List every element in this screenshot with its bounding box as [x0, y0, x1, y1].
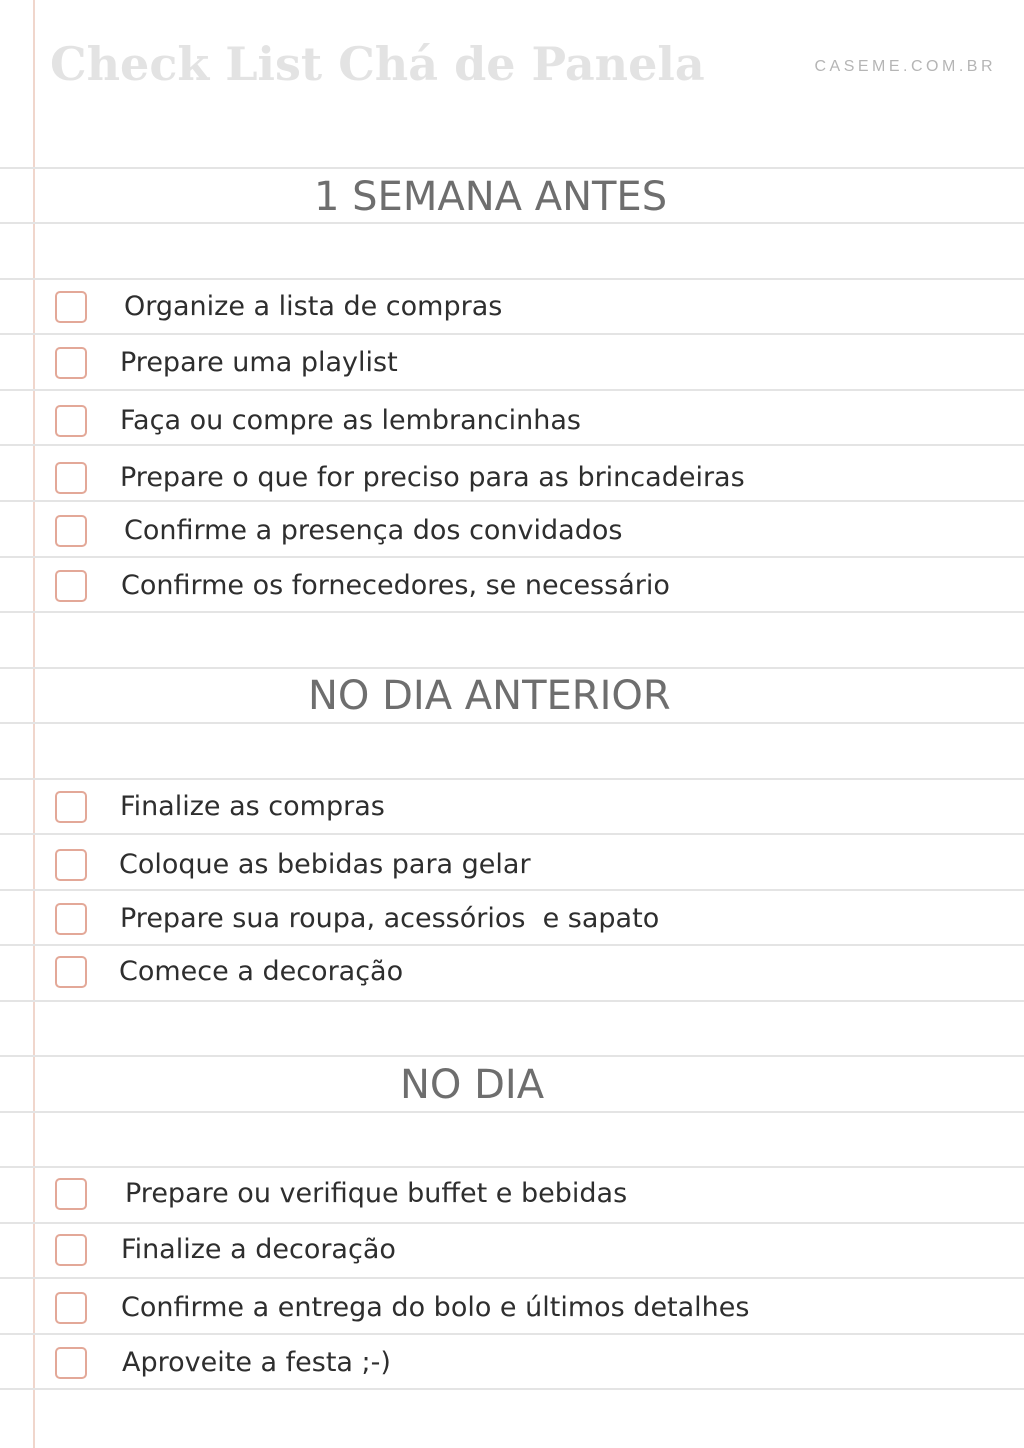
checklist-item-label: Finalize as compras	[120, 791, 385, 822]
checklist-item[interactable]	[55, 952, 403, 992]
checklist-item[interactable]	[55, 1343, 391, 1383]
rule-line	[0, 1277, 1024, 1279]
rule-line	[0, 1333, 1024, 1335]
checklist-item-label: Prepare o que for preciso para as brincadeiras	[120, 462, 745, 493]
checkbox[interactable]	[55, 849, 87, 881]
rule-line	[0, 278, 1024, 280]
rule-line	[0, 1222, 1024, 1224]
rule-line	[0, 1388, 1024, 1390]
checklist-item[interactable]	[55, 845, 531, 885]
site-url: CASEME.COM.BR	[814, 58, 996, 75]
checklist-item-label: Coloque as bebidas para gelar	[119, 849, 531, 880]
checkbox[interactable]	[55, 791, 87, 823]
rule-line	[0, 667, 1024, 669]
checkbox[interactable]	[55, 291, 87, 323]
checklist-item-label: Finalize a decoração	[121, 1234, 396, 1265]
rule-line	[0, 611, 1024, 613]
checklist-item-label: Confirme os fornecedores, se necessário	[121, 570, 670, 601]
checklist-item[interactable]	[55, 343, 398, 383]
rule-line	[0, 889, 1024, 891]
rule-line	[0, 1111, 1024, 1113]
rule-line	[0, 1166, 1024, 1168]
rule-line	[0, 1055, 1024, 1057]
checklist-item[interactable]	[55, 1288, 749, 1328]
checklist-item-label: Aproveite a festa ;-)	[122, 1347, 391, 1378]
checklist-item-label: Prepare sua roupa, acessórios e sapato	[120, 903, 660, 934]
checklist-item[interactable]	[55, 511, 622, 551]
checklist-item[interactable]	[55, 566, 670, 606]
page-title: Check List Chá de Panela	[50, 37, 705, 91]
section-heading-no-dia: NO DIA	[400, 1062, 545, 1108]
checkbox[interactable]	[55, 405, 87, 437]
checkbox[interactable]	[55, 570, 87, 602]
rule-line	[0, 556, 1024, 558]
rule-line	[0, 1000, 1024, 1002]
checklist-item-label: Comece a decoração	[119, 956, 404, 987]
checkbox[interactable]	[55, 1347, 87, 1379]
checkbox[interactable]	[55, 1292, 87, 1324]
checklist-item[interactable]	[55, 1230, 396, 1270]
rule-line	[0, 833, 1024, 835]
checklist-item-label: Organize a lista de compras	[124, 291, 503, 322]
rule-line	[0, 222, 1024, 224]
rule-line	[0, 444, 1024, 446]
checkbox[interactable]	[55, 903, 87, 935]
checklist-item[interactable]	[55, 787, 385, 827]
checklist-item-label: Confirme a entrega do bolo e últimos detalhes	[121, 1292, 750, 1323]
checkbox[interactable]	[55, 1234, 87, 1266]
checklist-item-label: Faça ou compre as lembrancinhas	[120, 405, 581, 436]
rule-line	[0, 333, 1024, 335]
rule-line	[0, 167, 1024, 169]
checklist-item[interactable]	[55, 458, 745, 498]
checklist-item-label: Prepare ou verifique buffet e bebidas	[125, 1178, 628, 1209]
rule-line	[0, 944, 1024, 946]
checklist-item[interactable]	[55, 899, 659, 939]
checkbox[interactable]	[55, 515, 87, 547]
checklist-item[interactable]	[55, 401, 581, 441]
checklist-item-label: Prepare uma playlist	[120, 347, 398, 378]
checklist-item-label: Confirme a presença dos convidados	[124, 515, 623, 546]
section-heading-no-dia-anterior: NO DIA ANTERIOR	[308, 673, 671, 719]
rule-line	[0, 722, 1024, 724]
checkbox[interactable]	[55, 347, 87, 379]
checklist-item[interactable]	[55, 287, 502, 327]
section-heading-1-semana-antes: 1 SEMANA ANTES	[314, 174, 668, 220]
checklist-item[interactable]	[55, 1174, 627, 1214]
margin-line	[33, 0, 35, 1448]
rule-line	[0, 500, 1024, 502]
rule-line	[0, 389, 1024, 391]
rule-line	[0, 778, 1024, 780]
checkbox[interactable]	[55, 462, 87, 494]
checkbox[interactable]	[55, 956, 87, 988]
checkbox[interactable]	[55, 1178, 87, 1210]
